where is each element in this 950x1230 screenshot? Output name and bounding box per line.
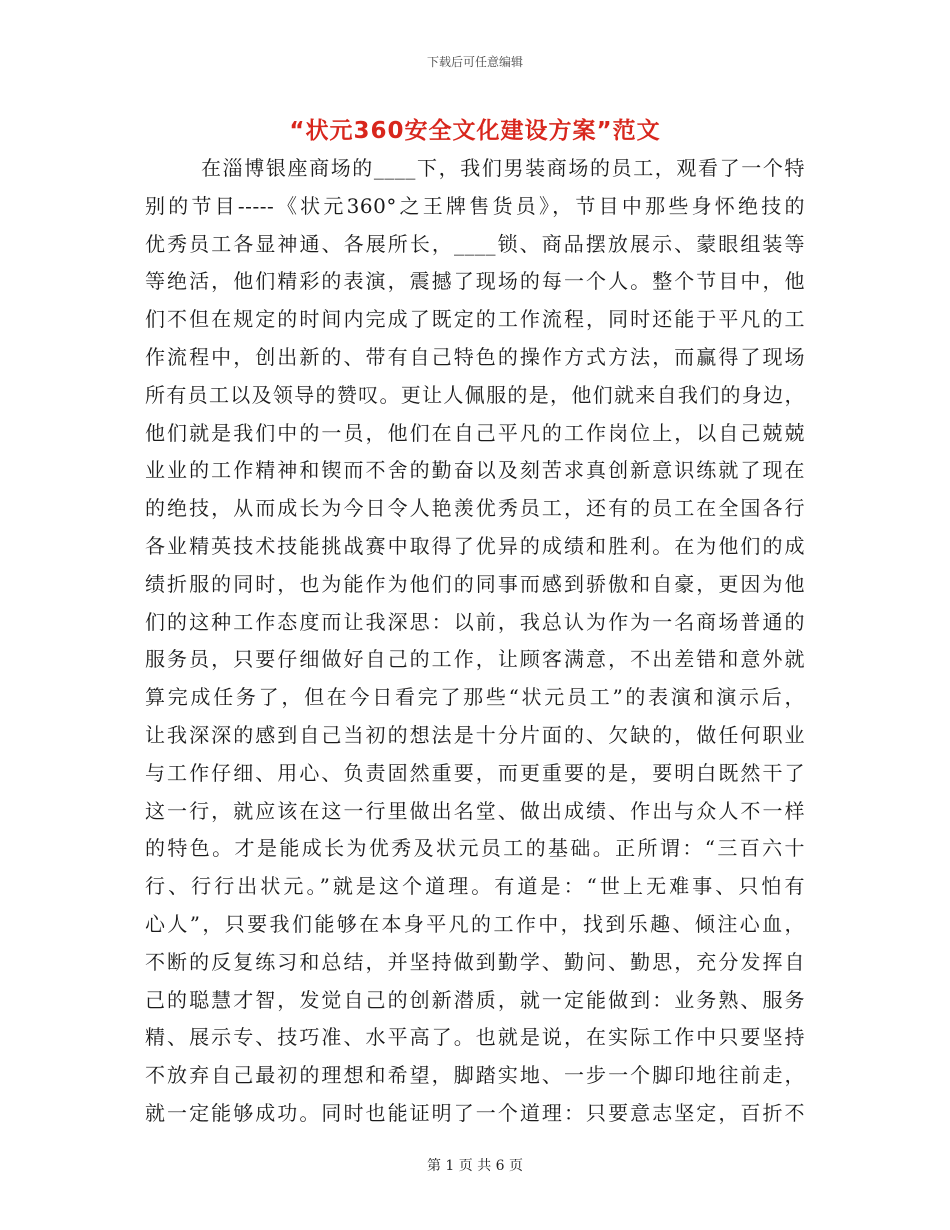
body-line: 心人”，只要我们能够在本身平凡的工作中，找到乐趣、倾注心血， [145, 911, 805, 936]
body-line: 精、展示专、技巧准、水平高了。也就是说，在实际工作中只要坚持 [145, 1025, 805, 1050]
body-line: 行、行行出状元。”就是这个道理。有道是：“世上无难事、只怕有 [145, 874, 805, 899]
body-line: 让我深深的感到自己当初的想法是十分片面的、欠缺的，做任何职业 [145, 722, 805, 747]
body-line: 优秀员工各显神通、各展所长，____锁、商品摆放展示、蒙眼组装等 [145, 231, 805, 256]
page-header: 下载后可任意编辑 [426, 55, 523, 69]
body-line: 所有员工以及领导的赞叹。更让人佩服的是，他们就来自我们的身边， [145, 382, 805, 407]
body-line: 这一行，就应该在这一行里做出名堂、做出成绩、作出与众人不一样 [145, 798, 805, 823]
body-line: 的绝技，从而成长为今日令人艳羡优秀员工，还有的员工在全国各行 [145, 496, 805, 521]
body-line: 与工作仔细、用心、负责固然重要，而更重要的是，要明白既然干了 [145, 760, 805, 785]
body-line: 作流程中，创出新的、带有自己特色的操作方式方法，而赢得了现场 [145, 344, 805, 369]
body-line: 等绝活，他们精彩的表演，震撼了现场的每一个人。整个节目中，他 [145, 269, 805, 294]
body-line: 他们就是我们中的一员，他们在自己平凡的工作岗位上，以自己兢兢 [145, 420, 805, 445]
body-line: 们不但在规定的时间内完成了既定的工作流程，同时还能于平凡的工 [145, 307, 805, 332]
body-line: 业业的工作精神和锲而不舍的勤奋以及刻苦求真创新意识练就了现在 [145, 458, 805, 483]
body-line: 就一定能够成功。同时也能证明了一个道理：只要意志坚定，百折不 [145, 1100, 805, 1125]
body-line: 们的这种工作态度而让我深思：以前，我总认为作为一名商场普通的 [145, 609, 805, 634]
body-line: 算完成任务了，但在今日看完了那些“状元员工”的表演和演示后， [145, 685, 805, 710]
body-line: 服务员，只要仔细做好自己的工作，让顾客满意，不出差错和意外就 [145, 647, 805, 672]
document-body [145, 150, 805, 1133]
body-line: 不断的反复练习和总结，并坚持做到勤学、勤问、勤思，充分发挥自 [145, 949, 805, 974]
body-line: 不放弃自己最初的理想和希望，脚踏实地、一步一个脚印地往前走， [145, 1063, 805, 1088]
page-footer: 第 1 页 共 6 页 [426, 1158, 524, 1174]
body-line: 在淄博银座商场的____下，我们男装商场的员工，观看了一个特 [201, 156, 805, 180]
body-line: 己的聪慧才智，发觉自己的创新潜质，就一定能做到：业务熟、服务 [145, 987, 805, 1012]
body-line: 的特色。才是能成长为优秀及状元员工的基础。正所谓：“三百六十 [145, 836, 805, 861]
body-line: 别的节目-----《状元360°之王牌售货员》，节目中那些身怀绝技的 [145, 193, 805, 218]
body-line: 各业精英技术技能挑战赛中取得了优异的成绩和胜利。在为他们的成 [145, 533, 805, 558]
document-title: “状元360安全文化建设方案”范文 [289, 118, 661, 144]
body-line: 绩折服的同时，也为能作为他们的同事而感到骄傲和自豪，更因为他 [145, 571, 805, 596]
